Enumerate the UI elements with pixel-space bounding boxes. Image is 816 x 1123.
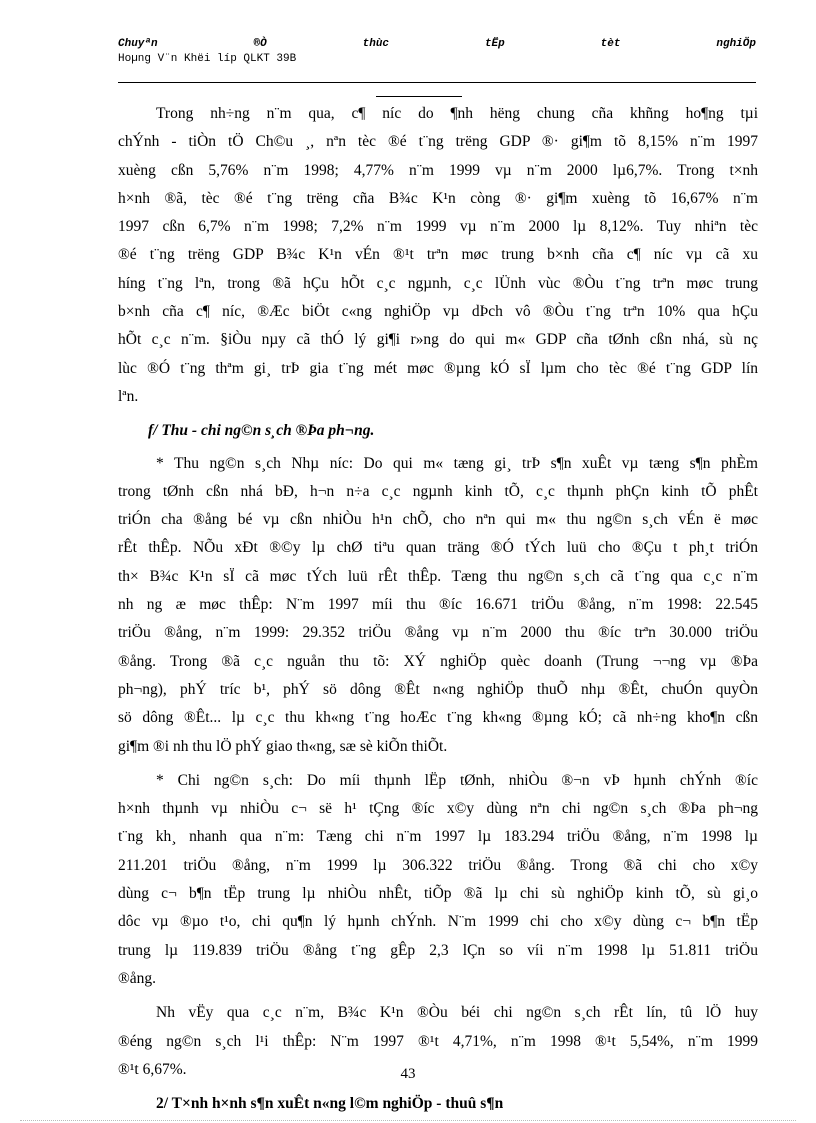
text-line: Nh vËy qua c¸c n¨m, B¾c K¹n ®Òu béi chi ng©n s¸ch rÊt lín, tû lÖ huy [156, 1004, 758, 1022]
text-line: ®ång. Trong ®ã c¸c nguån thu tõ: XÝ nghiÖp quèc doanh (Trung ¬¬ng vµ ®Þa [118, 652, 758, 670]
text-line: b×nh cña c¶ níc, ®Æc biÖt c«ng nghiÖp vµ dÞch vô ®Òu t¨ng trªn 10% qua hÇu [118, 303, 758, 321]
paragraph-economic-growth [118, 100, 758, 411]
section-heading-agriculture: 2/ T×nh h×nh s¶n xuÊt n«ng l©m nghiÖp - thuû s¶n [156, 1095, 504, 1113]
paragraph-budget-revenue [118, 450, 758, 761]
text-line: * Chi ng©n s¸ch: Do míi thµnh lËp tØnh, nhiÒu ®¬n vÞ hµnh chÝnh ®íc [156, 771, 758, 789]
header-rule [118, 82, 756, 83]
header-word: tËp [484, 38, 505, 50]
paragraph-budget-expenditure [118, 767, 758, 993]
text-line: trong tØnh cßn nhá bÐ, h¬n n÷a c¸c ngµnh kinh tÕ, c¸c thµnh phÇn kinh tÕ phÊt [118, 482, 758, 500]
text-line: ph¬ng), phÝ tríc b¹, phÝ sö dông ®Êt n«ng nghiÖp thuÕ nhµ ®Êt, chuÓn quyÒn [118, 680, 758, 698]
document-body [118, 100, 758, 1118]
text-line: lªn. [118, 387, 139, 405]
text-line: th× B¾c K¹n sÏ cã møc tÝch luü rÊt thÊp. Tæng thu ng©n s¸ch cã t¨ng qua c¸c n¨m [118, 567, 758, 585]
text-line: xuèng cßn 5,76% n¨m 1998; 4,77% n¨m 1999 vµ n¨m 2000 lµ6,7%. Trong t×nh [118, 161, 758, 179]
text-line: dùng c¬ b¶n tËp trung lµ nhiÒu nhÊt, tiÕp ®ã lµ chi sù nghiÖp kinh tÕ, sù gi¸o [118, 885, 758, 903]
section-heading-budget: f/ Thu - chi ng©n s¸ch ®Þa ph¬ng. [148, 422, 375, 440]
text-line: chÝnh - tiÒn tÖ Ch©u ¸, nªn tèc ®é t¨ng trëng GDP ®· gi¶m tõ 8,15% n¨m 1997 [118, 133, 758, 151]
text-line: 1997 cßn 6,7% n¨m 1998; 7,2% n¨m 1999 vµ n¨m 2000 lµ 8,12%. Tuy nhiªn tèc [118, 218, 758, 236]
text-line: ®éng ng©n s¸ch l¹i thÊp: N¨m 1997 ®¹t 4,71%, n¨m 1998 ®¹t 5,54%, n¨m 1999 [118, 1032, 758, 1050]
text-line: ®é t¨ng trëng GDP B¾c K¹n vÉn ®¹t trªn møc trung b×nh cña c¶ níc vµ cã xu [118, 246, 758, 264]
text-line: híng t¨ng lªn, trong ®ã hÇu hÕt c¸c ngµnh, c¸c lÜnh vùc ®Òu t¨ng trªn møc trung [118, 274, 758, 292]
text-line: trung lµ 119.839 triÖu ®ång t¨ng gÊp 2,3 lÇn so víi n¨m 1998 lµ 51.811 triÖu [118, 941, 758, 959]
header-short-rule [376, 96, 462, 97]
header-title [118, 38, 756, 50]
text-line: * Thu ng©n s¸ch Nhµ níc: Do qui m« tæng gi¸ trÞ s¶n xuÊt vµ tæng s¶n phÈm [156, 454, 758, 472]
header-word: tèt [600, 38, 621, 50]
text-line: Trong nh÷ng n¨m qua, c¶ níc do ¶nh hëng chung cña khñng ho¶ng tµi [156, 105, 758, 122]
running-header [118, 38, 756, 65]
text-line: ®ång. [118, 969, 157, 987]
page-bottom-border [20, 1120, 796, 1121]
header-word: ®Ò [253, 38, 267, 50]
text-line: triÓn cha ®ång bé vµ cßn nhiÒu h¹n chÕ, cho nªn qui m« thu ng©n s¸ch vÉn ë møc [118, 511, 758, 529]
page-number: 43 [400, 1066, 416, 1082]
text-line: rÊt thÊp. NÕu xÐt ®©y lµ chØ tiªu quan träng ®Ó tÝch luü cho ®Çu t ph¸t triÓn [118, 539, 758, 557]
header-author: Hoµng V¨n Khëi líp QLKT 39B [118, 53, 297, 65]
text-line: ®¹t 6,67%. [118, 1060, 187, 1078]
text-line: dôc vµ ®µo t¹o, chi qu¶n lý hµnh chÝnh. N¨m 1999 chi cho x©y dùng c¬ b¶n tËp [118, 913, 758, 931]
text-line: gi¶m ®i nh thu lÖ phÝ giao th«ng, sæ sè kiÕn thiÕt. [118, 737, 448, 755]
text-line: lùc ®Ó t¨ng thªm gi¸ trÞ gia t¨ng mét møc ®µng kÓ sÏ lµm cho tèc ®é t¨ng GDP lín [118, 359, 758, 377]
text-line: nh ng æ møc thÊp: N¨m 1997 míi thu ®íc 16.671 triÖu ®ång, n¨m 1998: 22.545 [118, 596, 758, 614]
header-word: Chuyªn [118, 38, 158, 50]
text-line: h×nh ®ã, tèc ®é t¨ng trëng cña B¾c K¹n còng ®· gi¶m xuèng tõ 16,67% n¨m [118, 189, 758, 207]
header-word: nghiÖp [716, 38, 756, 50]
text-line: sö dông ®Êt... lµ c¸c thu kh«ng t¨ng hoÆc t¨ng kh«ng ®µng kÓ; cã nh÷ng kho¶n cßn [118, 709, 758, 727]
text-line: h×nh thµnh vµ nhiÒu c¬ së h¹ tÇng ®íc x©y dùng nªn chi ng©n s¸ch ®Þa ph¬ng [118, 800, 758, 818]
text-line: hÕt c¸c n¨m. §iÒu nµy cã thÓ lý gi¶i r»ng do qui m« GDP cña tØnh cßn nhá, sù nç [118, 331, 758, 349]
text-line: t¨ng kh¸ nhanh qua n¨m: Tæng chi n¨m 1997 lµ 183.294 triÖu ®ång, n¨m 1998 lµ [118, 828, 758, 846]
header-word: thùc [362, 38, 390, 50]
text-line: 211.201 triÖu ®ång, n¨m 1999 lµ 306.322 triÖu ®ång. Trong ®ã chi cho x©y [118, 856, 758, 874]
text-line: triÖu ®ång, n¨m 1999: 29.352 triÖu ®ång vµ n¨m 2000 thu ®íc trªn 30.000 triÖu [118, 624, 758, 642]
